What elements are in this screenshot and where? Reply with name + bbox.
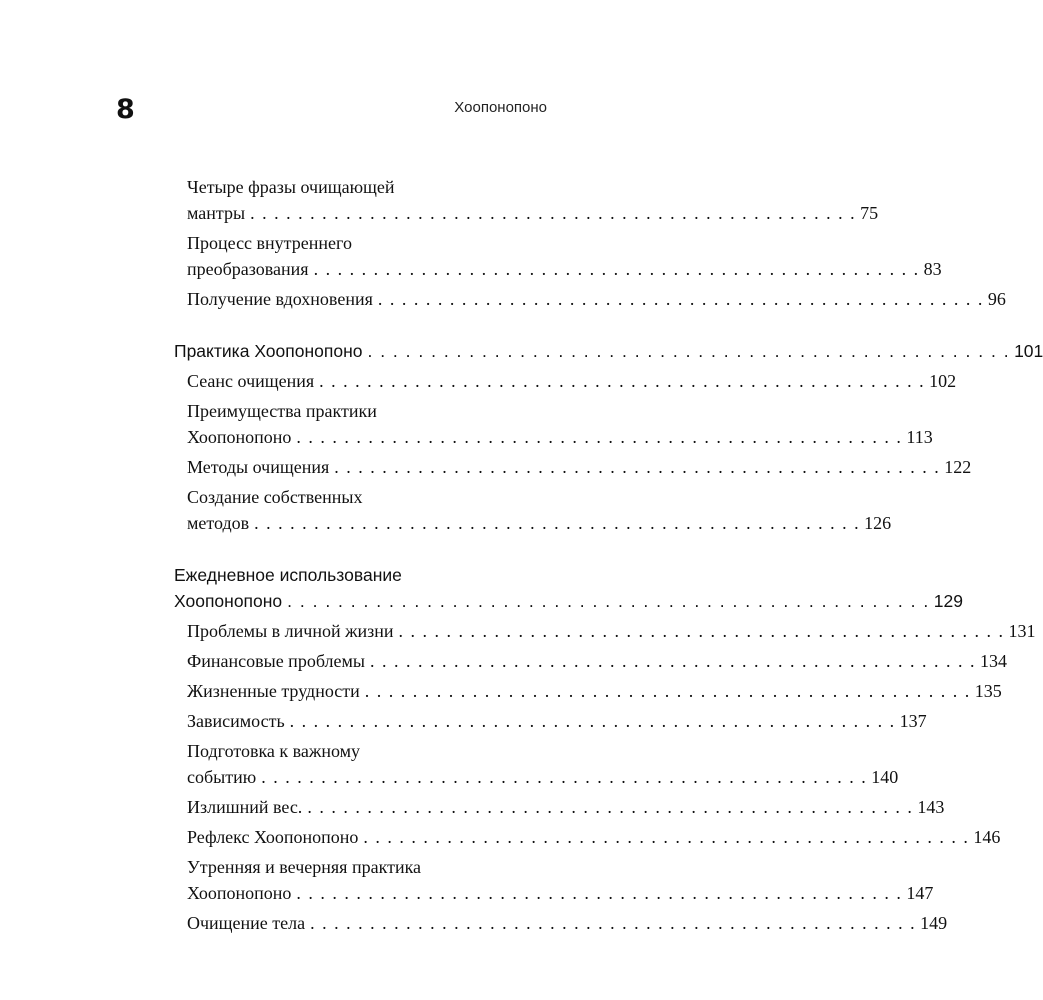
toc-entry-title: Рефлекс Хоопонопоно xyxy=(187,827,359,847)
toc-entry-title: Практика Хоопонопоно xyxy=(174,341,363,361)
toc-entry-title: Преимущества практики xyxy=(187,401,377,421)
toc-entry-line xyxy=(187,710,927,732)
toc-entry-line xyxy=(187,370,957,392)
toc-entry-title: Сеанс очищения xyxy=(187,371,315,391)
toc-entry-line xyxy=(187,766,899,788)
dot-leader: . . . . . . . . . . . . . . . . . . . . . . . . . . . . . . . . . . . . . . . . . . . . . . . . . . . xyxy=(307,797,914,817)
toc-entry-title: Проблемы в личной жизни xyxy=(187,621,394,641)
toc-entry-title: Хоопонопоно xyxy=(187,883,292,903)
dot-leader: . . . . . . . . . . . . . . . . . . . . . . . . . . . . . . . . . . . . . . . . . . . . . . . . . . . xyxy=(364,681,971,701)
toc-page-number: 146 xyxy=(973,827,1001,847)
dot-leader: . . . . . . . . . . . . . . . . . . . . . . . . . . . . . . . . . . . . . . . . . . . . . . . . . . . xyxy=(287,591,930,611)
toc-page-number: 140 xyxy=(871,767,899,787)
toc-entry-line xyxy=(187,882,934,904)
toc-page-number: 134 xyxy=(979,651,1007,671)
toc-entry-title: Зависимость xyxy=(187,711,285,731)
toc-entry-line xyxy=(187,426,933,448)
toc-entry-line xyxy=(187,650,1007,672)
toc-entry-line xyxy=(187,202,879,224)
toc-entry-title: преобразования xyxy=(187,259,309,279)
toc-page-number: 131 xyxy=(1008,621,1036,641)
toc-entry-title: Получение вдохновения xyxy=(187,289,373,309)
toc-entry-title: Создание собственных xyxy=(187,487,363,507)
dot-leader: . . . . . . . . . . . . . . . . . . . . . . . . . . . . . . . . . . . . . . . . . . . . . . . . . . . xyxy=(254,513,861,533)
toc-entry-line xyxy=(187,288,1006,310)
toc-entry-title: мантры xyxy=(187,203,246,223)
toc-entry-line xyxy=(187,680,1002,702)
toc-entry-title: Ежедневное использование xyxy=(174,565,402,585)
toc-entry-line xyxy=(187,796,945,818)
dot-leader: . . . . . . . . . . . . . . . . . . . . . . . . . . . . . . . . . . . . . . . . . . . . . . . . . . . xyxy=(289,711,896,731)
toc-entry-line xyxy=(187,912,948,934)
toc-page-number: 129 xyxy=(933,591,963,611)
toc-entry-line xyxy=(187,456,972,478)
toc-entry-line xyxy=(174,340,1043,362)
toc-page-number: 101 xyxy=(1014,341,1043,361)
dot-leader: . . . . . . . . . . . . . . . . . . . . . . . . . . . . . . . . . . . . . . . . . . . . . . . . . . . xyxy=(334,457,941,477)
toc-page-number: 143 xyxy=(917,797,945,817)
toc-entry-line xyxy=(174,590,963,612)
toc-entry-title: Жизненные трудности xyxy=(187,681,360,701)
toc-page-number: 102 xyxy=(929,371,957,391)
toc-entry-line xyxy=(187,512,892,534)
dot-leader: . . . . . . . . . . . . . . . . . . . . . . . . . . . . . . . . . . . . . . . . . . . . . . . . . . . xyxy=(398,621,1005,641)
toc-entry-title: Подготовка к важному xyxy=(187,741,361,761)
toc-entry-title: Утренняя и вечерняя практика xyxy=(187,857,422,877)
toc-entry-title: Четыре фразы очищающей xyxy=(187,177,395,197)
dot-leader: . . . . . . . . . . . . . . . . . . . . . . . . . . . . . . . . . . . . . . . . . . . . . . . . . . . xyxy=(369,651,976,671)
toc-entry-title: методов xyxy=(187,513,250,533)
toc-page-number: 149 xyxy=(920,913,948,933)
toc-entry-title: Хоопонопоно xyxy=(187,427,292,447)
toc-page-number: 122 xyxy=(944,457,972,477)
toc-entry-line xyxy=(187,620,1036,642)
toc-entry-title: Излишний вес. xyxy=(187,797,303,817)
dot-leader: . . . . . . . . . . . . . . . . . . . . . . . . . . . . . . . . . . . . . . . . . . . . . . . . . . . xyxy=(296,883,903,903)
toc-page-number: 147 xyxy=(906,883,934,903)
toc-entry-line xyxy=(187,258,942,280)
toc-page-number: 137 xyxy=(899,711,927,731)
toc-page-number: 113 xyxy=(906,427,933,447)
dot-leader: . . . . . . . . . . . . . . . . . . . . . . . . . . . . . . . . . . . . . . . . . . . . . . . . . . . xyxy=(310,913,917,933)
dot-leader: . . . . . . . . . . . . . . . . . . . . . . . . . . . . . . . . . . . . . . . . . . . . . . . . . . . xyxy=(363,827,970,847)
dot-leader: . . . . . . . . . . . . . . . . . . . . . . . . . . . . . . . . . . . . . . . . . . . . . . . . . . . xyxy=(296,427,903,447)
toc-entry-title: Очищение тела xyxy=(187,913,306,933)
toc-entry-line xyxy=(187,826,1001,848)
dot-leader: . . . . . . . . . . . . . . . . . . . . . . . . . . . . . . . . . . . . . . . . . . . . . . . . . . . xyxy=(319,371,926,391)
toc-page-number: 83 xyxy=(923,259,942,279)
dot-leader: . . . . . . . . . . . . . . . . . . . . . . . . . . . . . . . . . . . . . . . . . . . . . . . . . . . xyxy=(313,259,920,279)
toc-entry-title: Финансовые проблемы xyxy=(187,651,365,671)
dot-leader: . . . . . . . . . . . . . . . . . . . . . . . . . . . . . . . . . . . . . . . . . . . . . . . . . . . xyxy=(261,767,868,787)
dot-leader: . . . . . . . . . . . . . . . . . . . . . . . . . . . . . . . . . . . . . . . . . . . . . . . . . . . xyxy=(367,341,1011,361)
toc-page-number: 126 xyxy=(864,513,892,533)
toc-entry-title: событию xyxy=(187,767,257,787)
toc-page-number: 135 xyxy=(974,681,1002,701)
toc-entry-title: Методы очищения xyxy=(187,457,330,477)
toc-entry-title: Хоопонопоно xyxy=(174,591,283,611)
toc-page-number: 96 xyxy=(987,289,1006,309)
running-title: Хоопонопоно xyxy=(454,99,547,116)
page-number: 8 xyxy=(116,94,135,125)
toc-entry-title: Процесс внутреннего xyxy=(187,233,352,253)
dot-leader: . . . . . . . . . . . . . . . . . . . . . . . . . . . . . . . . . . . . . . . . . . . . . . . . . . . xyxy=(377,289,984,309)
toc-page-number: 75 xyxy=(860,203,879,223)
dot-leader: . . . . . . . . . . . . . . . . . . . . . . . . . . . . . . . . . . . . . . . . . . . . . . . . . . . xyxy=(250,203,857,223)
